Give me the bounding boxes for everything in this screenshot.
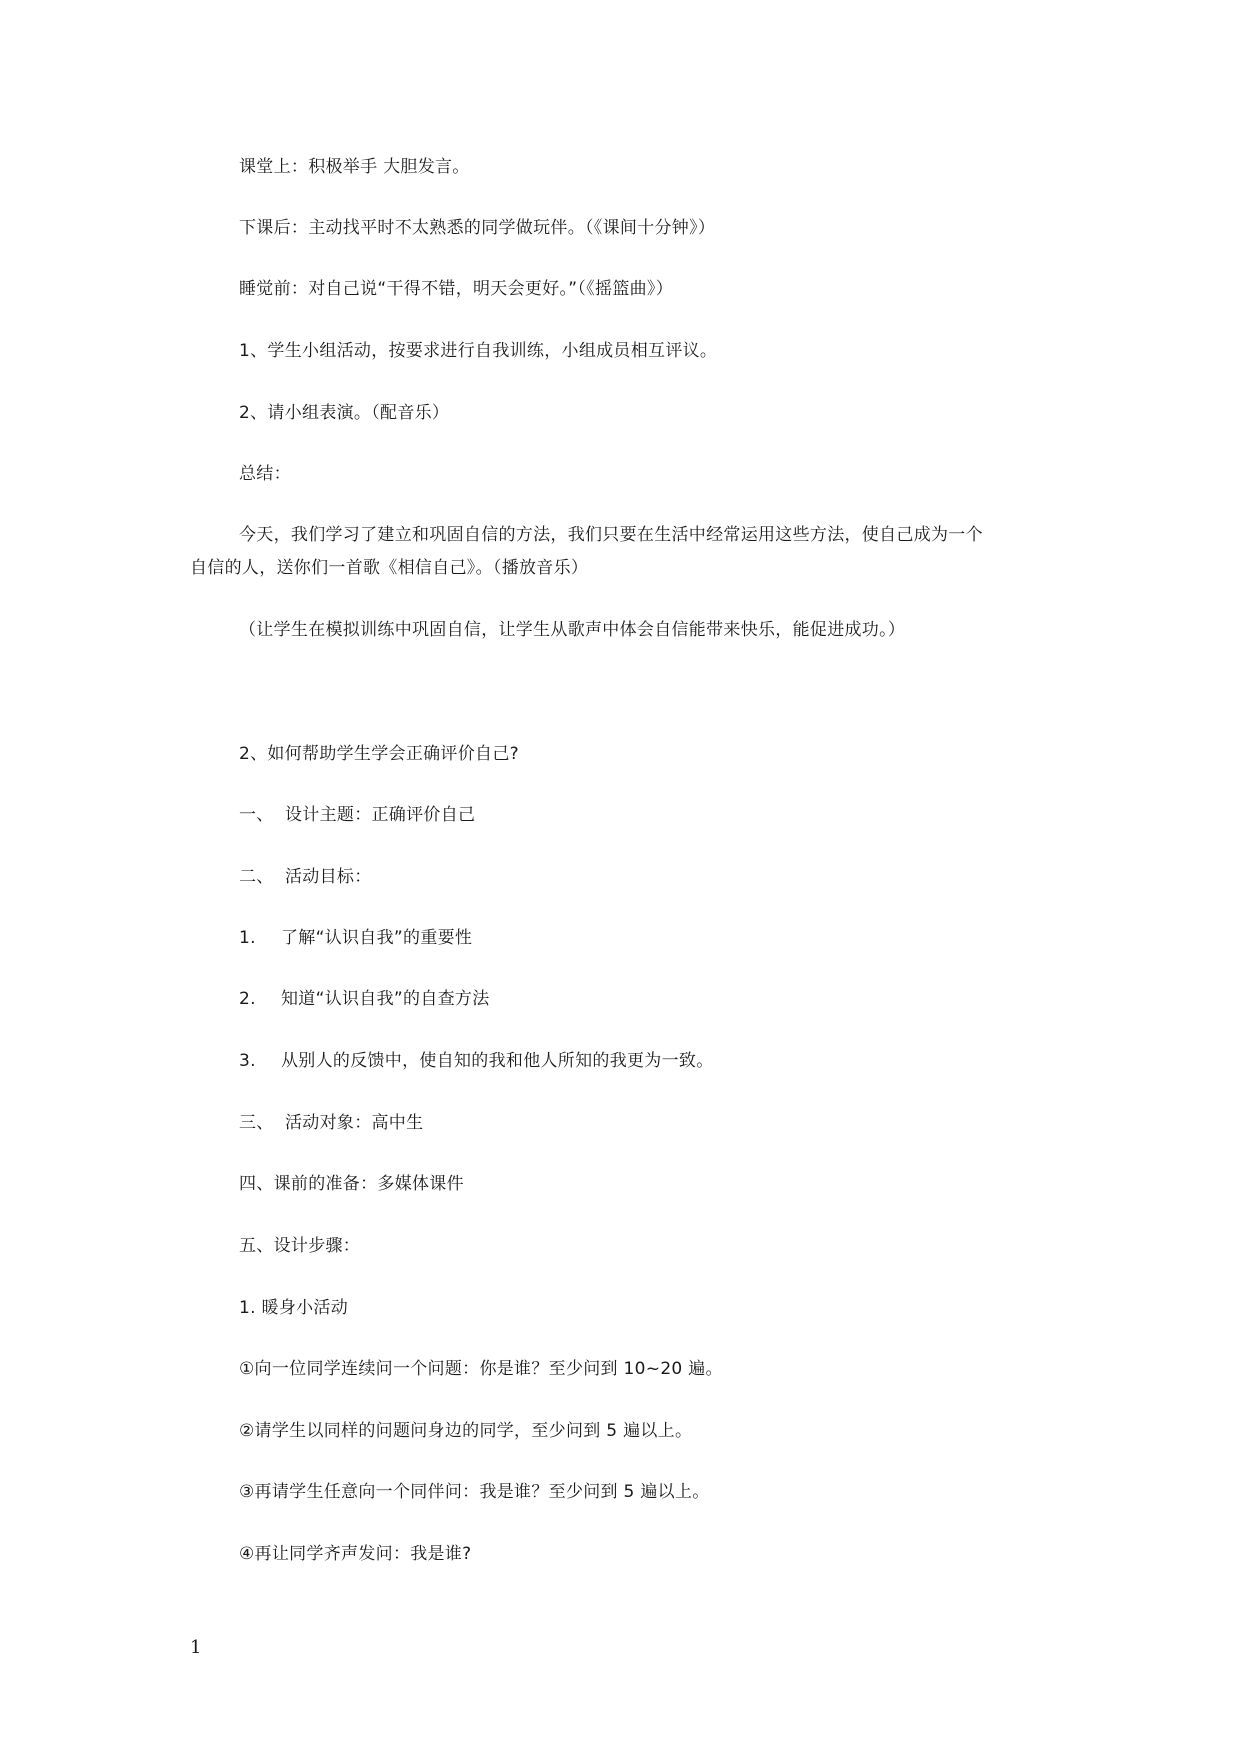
section-activity-target	[239, 1112, 423, 1134]
section-number: 一、	[239, 805, 274, 825]
heading-summary: 总结：	[239, 464, 291, 484]
paragraph-after-class: 下课后：主动找平时不太熟悉的同学做玩伴。（《课间十分钟》）	[239, 218, 716, 238]
section-preparation: 四、课前的准备：多媒体课件	[239, 1174, 464, 1194]
question-heading: 2、如何帮助学生学会正确评价自己?	[239, 744, 519, 764]
goal-text: 知道“认识自我”的自查方法	[281, 989, 490, 1009]
section-text: 设计主题：正确评价自己	[285, 805, 476, 825]
goal-number: 3.	[239, 1051, 256, 1071]
goal-text: 了解“认识自我”的重要性	[281, 928, 473, 948]
paragraph-group-activity: 1、学生小组活动，按要求进行自我训练，小组成员相互评议。	[239, 341, 718, 361]
step-warmup: 1. 暖身小活动	[239, 1298, 349, 1318]
goal-item-1	[239, 927, 472, 949]
section-design-theme	[239, 804, 475, 826]
section-text: 活动目标：	[285, 867, 372, 887]
paragraph-summary-line-2: 自信的人，送你们一首歌《相信自己》。（播放音乐）	[190, 558, 589, 578]
section-number: 三、	[239, 1113, 274, 1133]
goal-item-3	[239, 1050, 714, 1072]
goal-item-2	[239, 988, 490, 1010]
section-design-steps: 五、设计步骤：	[239, 1236, 361, 1256]
section-number: 二、	[239, 867, 274, 887]
warmup-item-4: ④再让同学齐声发问：我是谁?	[239, 1544, 472, 1564]
goal-number: 1.	[239, 928, 256, 948]
paragraph-note: （让学生在模拟训练中巩固自信，让学生从歌声中体会自信能带来快乐，能促进成功。）	[239, 620, 906, 640]
warmup-item-1: ①向一位同学连续问一个问题：你是谁？至少问到 10~20 遍。	[239, 1359, 723, 1379]
goal-text: 从别人的反馈中，使自知的我和他人所知的我更为一致。	[281, 1051, 714, 1071]
paragraph-group-performance: 2、请小组表演。（配音乐）	[239, 403, 450, 423]
paragraph-summary-line-1: 今天，我们学习了建立和巩固自信的方法，我们只要在生活中经常运用这些方法，使自己成为一个	[239, 525, 983, 545]
goal-number: 2.	[239, 989, 256, 1009]
page-number: 1	[190, 1637, 202, 1658]
paragraph-classroom: 课堂上：积极举手 大胆发言。	[239, 157, 470, 177]
warmup-item-2: ②请学生以同样的问题问身边的同学，至少问到 5 遍以上。	[239, 1421, 693, 1441]
section-text: 活动对象：高中生	[285, 1113, 424, 1133]
warmup-item-3: ③再请学生任意向一个同伴问：我是谁？至少问到 5 遍以上。	[239, 1482, 710, 1502]
paragraph-before-sleep: 睡觉前：对自己说“干得不错，明天会更好。”（《摇篮曲》）	[239, 279, 674, 299]
section-activity-goals	[239, 866, 372, 888]
